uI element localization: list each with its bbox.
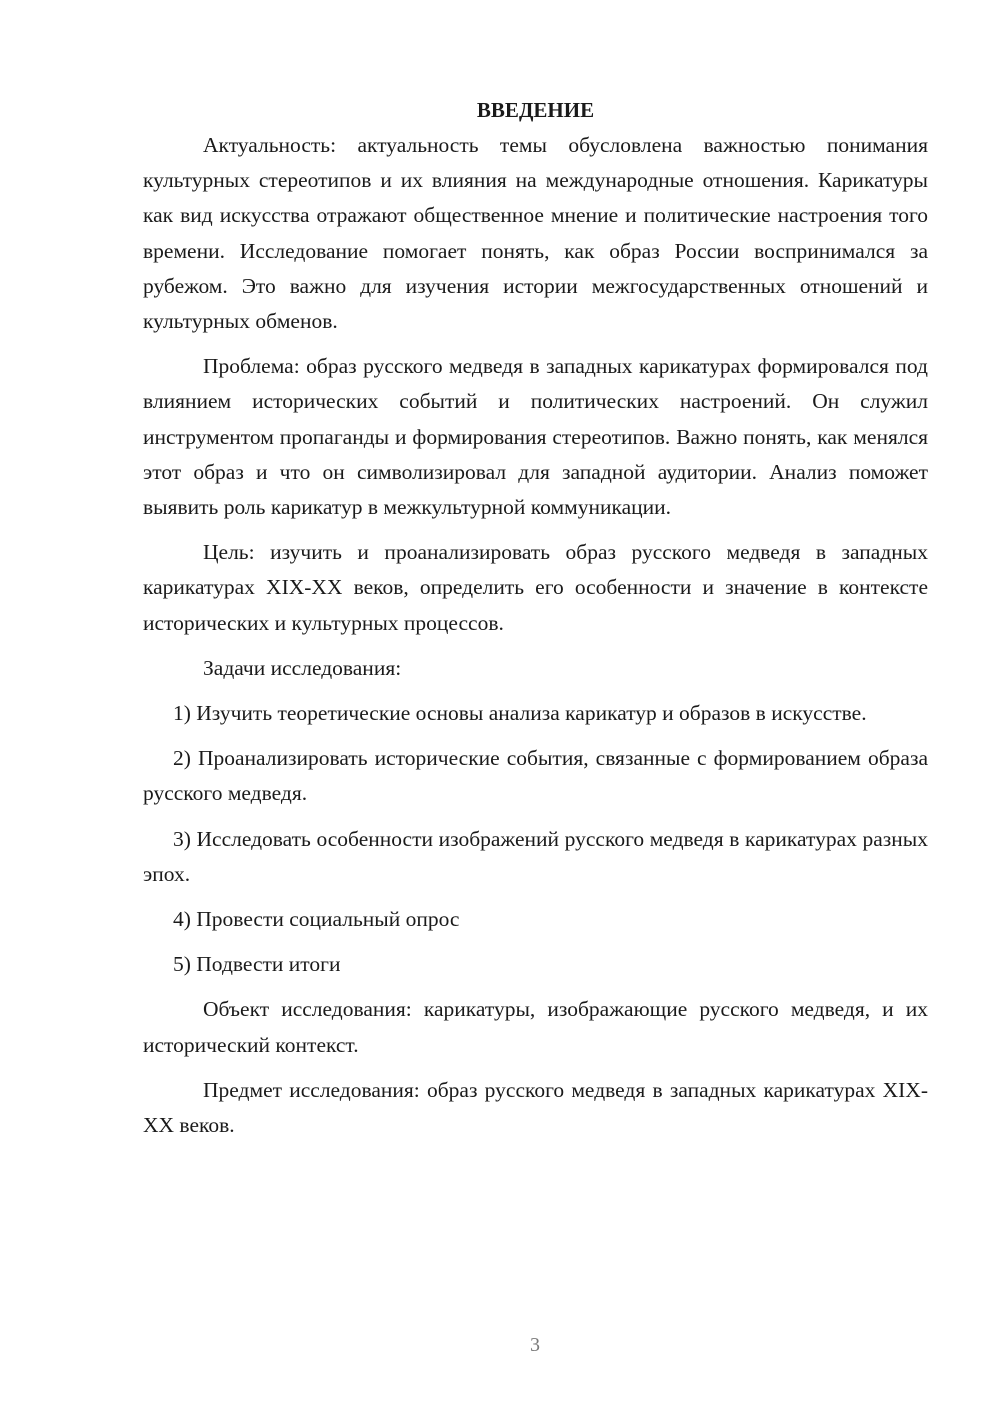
- relevance-paragraph: Актуальность: актуальность темы обусловлена важностью понимания культурных стереотипов и их влияния на международные отношения. Карикатуры как вид искусства отражают общественное мнение и политические настроения того времени. Исследование помогает понять, как образ России воспринимался за рубежом. Это важно для изучения истории межгосударственных отношений и культурных обменов.: [143, 133, 928, 334]
- section-title: ВВЕДЕНИЕ: [476, 98, 595, 122]
- goal-paragraph: Цель: изучить и проанализировать образ русского медведя в западных карикатурах XIX-XX веков, определить его особенности и значение в контексте исторических и культурных процессов.: [143, 540, 928, 635]
- page-number: 3: [530, 1334, 540, 1356]
- task-item-2: 2) Проанализировать исторические события, связанные с формированием образа русского медведя.: [143, 746, 928, 806]
- problem-paragraph: Проблема: образ русского медведя в западных карикатурах формировался под влиянием исторических событий и политических настроений. Он служил инструментом пропаганды и формирования стереотипов. Важно понять, как менялся этот образ и что он символизировал для западной аудитории. Анализ поможет выявить роль карикатур в межкультурной коммуникации.: [143, 354, 928, 520]
- tasks-heading: Задачи исследования:: [203, 655, 402, 680]
- task-item-4: 4) Провести социальный опрос: [173, 907, 460, 932]
- task-item-3: 3) Исследовать особенности изображений русского медведя в карикатурах разных эпох.: [143, 826, 928, 886]
- object-paragraph: Объект исследования: карикатуры, изображающие русского медведя, и их исторический контекст.: [143, 997, 928, 1057]
- task-item-5: 5) Подвести итоги: [173, 952, 341, 977]
- task-item-1: 1) Изучить теоретические основы анализа карикатур и образов в искусстве.: [173, 701, 867, 726]
- subject-paragraph: Предмет исследования: образ русского медведя в западных карикатурах XIX-XX веков.: [143, 1077, 928, 1138]
- document-page: [143, 93, 928, 1153]
